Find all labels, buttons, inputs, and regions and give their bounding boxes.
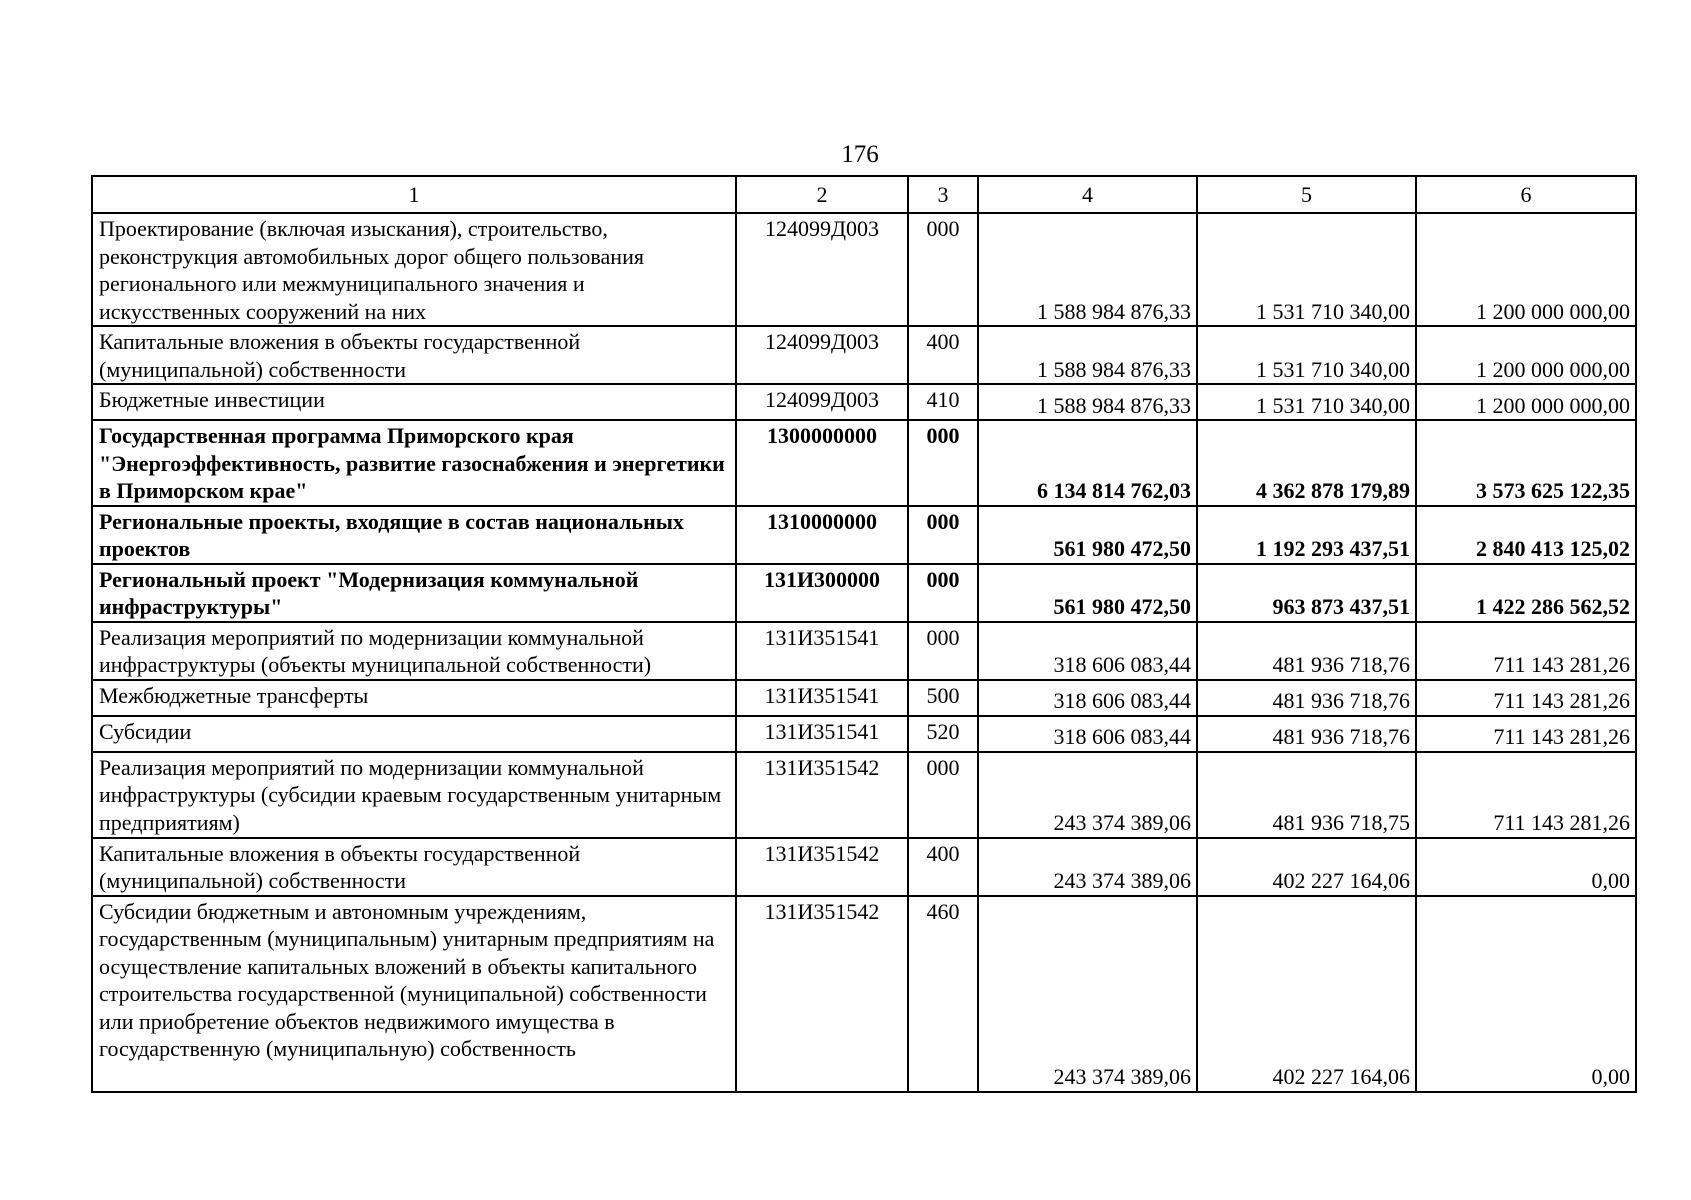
row-name: Государственная программа Приморского края "Энергоэффективность, развитие газоснабжения и энергетики в Приморском крае" — [92, 420, 736, 506]
row-value-3: 0,00 — [1416, 896, 1636, 1092]
column-header: 6 — [1416, 176, 1636, 213]
table-row — [92, 506, 1636, 564]
row-code: 131И351542 — [736, 752, 908, 838]
row-value-1: 561 980 472,50 — [978, 564, 1197, 622]
row-value-2: 402 227 164,06 — [1197, 896, 1416, 1092]
row-value-3: 1 200 000 000,00 — [1416, 213, 1636, 326]
column-header: 1 — [92, 176, 736, 213]
row-name: Межбюджетные трансферты — [92, 680, 736, 716]
row-type: 500 — [908, 680, 978, 716]
row-value-3: 711 143 281,26 — [1416, 622, 1636, 680]
row-value-2: 963 873 437,51 — [1197, 564, 1416, 622]
row-value-3: 1 200 000 000,00 — [1416, 326, 1636, 384]
table-row — [92, 213, 1636, 326]
row-value-1: 243 374 389,06 — [978, 838, 1197, 896]
row-code: 124099Д003 — [736, 213, 908, 326]
row-value-3: 711 143 281,26 — [1416, 752, 1636, 838]
row-value-2: 481 936 718,76 — [1197, 716, 1416, 752]
row-value-3: 2 840 413 125,02 — [1416, 506, 1636, 564]
row-name: Региональные проекты, входящие в состав национальных проектов — [92, 506, 736, 564]
row-code: 131И300000 — [736, 564, 908, 622]
row-name: Реализация мероприятий по модернизации коммунальной инфраструктуры (объекты муниципальной собственности) — [92, 622, 736, 680]
row-code: 131И351541 — [736, 716, 908, 752]
row-value-2: 1 531 710 340,00 — [1197, 213, 1416, 326]
row-type: 000 — [908, 213, 978, 326]
row-value-1: 243 374 389,06 — [978, 752, 1197, 838]
column-header: 5 — [1197, 176, 1416, 213]
row-value-2: 4 362 878 179,89 — [1197, 420, 1416, 506]
table-row — [92, 716, 1636, 752]
row-name: Капитальные вложения в объекты государственной (муниципальной) собственности — [92, 838, 736, 896]
row-name: Проектирование (включая изыскания), строительство, реконструкция автомобильных дорог общего пользования регионального или межмуниципального значения и искусственных сооружений на них — [92, 213, 736, 326]
row-name: Капитальные вложения в объекты государственной (муниципальной) собственности — [92, 326, 736, 384]
table-row — [92, 622, 1636, 680]
row-code: 131И351542 — [736, 896, 908, 1092]
row-name: Бюджетные инвестиции — [92, 384, 736, 420]
table-row — [92, 384, 1636, 420]
row-value-1: 318 606 083,44 — [978, 622, 1197, 680]
row-value-3: 1 422 286 562,52 — [1416, 564, 1636, 622]
row-value-3: 0,00 — [1416, 838, 1636, 896]
row-name: Региональный проект "Модернизация коммунальной инфраструктуры" — [92, 564, 736, 622]
row-value-1: 318 606 083,44 — [978, 716, 1197, 752]
row-value-1: 1 588 984 876,33 — [978, 384, 1197, 420]
row-code: 131И351542 — [736, 838, 908, 896]
row-value-1: 1 588 984 876,33 — [978, 326, 1197, 384]
row-value-3: 1 200 000 000,00 — [1416, 384, 1636, 420]
row-value-1: 1 588 984 876,33 — [978, 213, 1197, 326]
table-row — [92, 564, 1636, 622]
row-type: 520 — [908, 716, 978, 752]
row-type: 000 — [908, 564, 978, 622]
row-value-1: 6 134 814 762,03 — [978, 420, 1197, 506]
row-value-2: 1 531 710 340,00 — [1197, 384, 1416, 420]
row-value-2: 481 936 718,76 — [1197, 622, 1416, 680]
row-value-2: 1 192 293 437,51 — [1197, 506, 1416, 564]
row-type: 000 — [908, 420, 978, 506]
table-header-row — [92, 176, 1636, 213]
row-name: Субсидии бюджетным и автономным учреждениям, государственным (муниципальным) унитарным предприятиям на осуществление капитальных вложений в объекты капитального строительства государственной (муниципальной) собственности или приобретение объектов недвижимого имущества в государственную (муниципальную) собственность — [92, 896, 736, 1092]
row-type: 400 — [908, 326, 978, 384]
row-code: 124099Д003 — [736, 326, 908, 384]
row-name: Реализация мероприятий по модернизации коммунальной инфраструктуры (субсидии краевым государственным унитарным предприятиям) — [92, 752, 736, 838]
row-code: 131И351541 — [736, 622, 908, 680]
row-value-3: 711 143 281,26 — [1416, 716, 1636, 752]
budget-table — [91, 175, 1637, 1093]
table-row — [92, 680, 1636, 716]
row-value-1: 318 606 083,44 — [978, 680, 1197, 716]
row-name: Субсидии — [92, 716, 736, 752]
column-header: 3 — [908, 176, 978, 213]
column-header: 4 — [978, 176, 1197, 213]
row-code: 1310000000 — [736, 506, 908, 564]
row-value-2: 481 936 718,76 — [1197, 680, 1416, 716]
row-type: 460 — [908, 896, 978, 1092]
column-header: 2 — [736, 176, 908, 213]
table-row — [92, 326, 1636, 384]
row-type: 000 — [908, 752, 978, 838]
table-row — [92, 752, 1636, 838]
row-type: 000 — [908, 622, 978, 680]
row-value-1: 243 374 389,06 — [978, 896, 1197, 1092]
table-row — [92, 420, 1636, 506]
table-row — [92, 896, 1636, 1092]
row-value-2: 481 936 718,75 — [1197, 752, 1416, 838]
row-code: 1300000000 — [736, 420, 908, 506]
row-value-1: 561 980 472,50 — [978, 506, 1197, 564]
row-value-2: 402 227 164,06 — [1197, 838, 1416, 896]
row-code: 131И351541 — [736, 680, 908, 716]
row-value-3: 3 573 625 122,35 — [1416, 420, 1636, 506]
table-row — [92, 838, 1636, 896]
row-type: 400 — [908, 838, 978, 896]
row-value-3: 711 143 281,26 — [1416, 680, 1636, 716]
row-value-2: 1 531 710 340,00 — [1197, 326, 1416, 384]
row-type: 410 — [908, 384, 978, 420]
page-number: 176 — [841, 141, 879, 168]
row-type: 000 — [908, 506, 978, 564]
row-code: 124099Д003 — [736, 384, 908, 420]
